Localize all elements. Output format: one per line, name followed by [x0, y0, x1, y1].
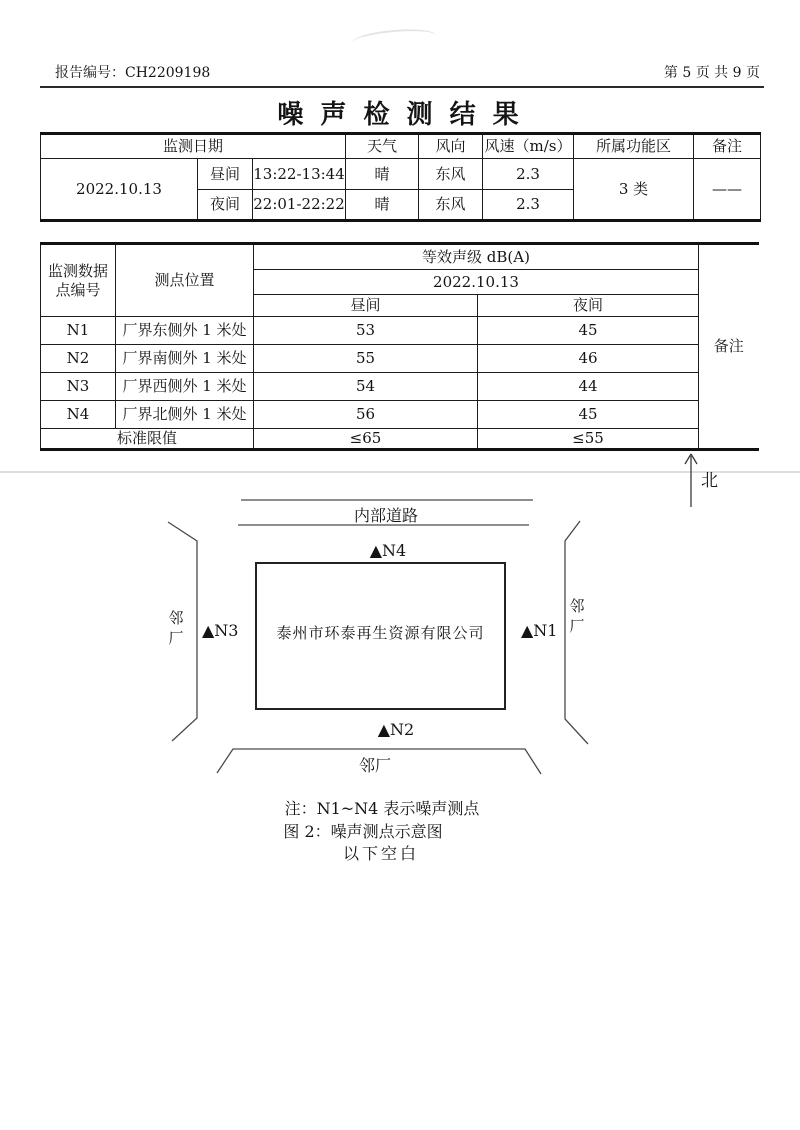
point-location: 厂界北侧外 1 米处	[116, 401, 254, 429]
table-row	[41, 345, 759, 373]
time-night: 22:01-22:22	[253, 190, 346, 221]
scan-smudge	[351, 26, 436, 51]
point-id: N1	[41, 317, 116, 345]
point-id: N3	[41, 373, 116, 401]
col-header-remark: 备注	[699, 244, 759, 450]
col-header-night: 夜间	[478, 295, 699, 317]
north-label: 北	[701, 471, 718, 491]
point-id: N2	[41, 345, 116, 373]
remark-value: ——	[694, 159, 761, 221]
point-location: 厂界东侧外 1 米处	[116, 317, 254, 345]
limit-night: ≤55	[478, 429, 699, 450]
table-header-row	[41, 134, 761, 159]
page-title: 噪 声 检 测 结 果	[277, 100, 523, 130]
weather-night: 晴	[346, 190, 419, 221]
wind-speed-day: 2.3	[483, 159, 574, 190]
table-header-row	[41, 244, 759, 270]
col-header-zone: 所属功能区	[574, 134, 694, 159]
period-night: 夜间	[198, 190, 253, 221]
time-day: 13:22-13:44	[253, 159, 346, 190]
point-n1-marker: ▲N1	[521, 621, 558, 640]
wind-speed-night: 2.3	[483, 190, 574, 221]
neighbor-right-label: 邻厂	[569, 597, 585, 635]
col-header-location: 测点位置	[116, 244, 254, 317]
col-header-level: 等效声级 dB(A)	[254, 244, 699, 270]
night-value: 45	[478, 317, 699, 345]
weather-day: 晴	[346, 159, 419, 190]
col-header-date: 监测日期	[41, 134, 346, 159]
col-header-day: 昼间	[254, 295, 478, 317]
neighbor-bottom-label: 邻厂	[358, 756, 391, 775]
diagram-note: 注：N1~N4 表示噪声测点	[284, 799, 480, 818]
day-value: 55	[254, 345, 478, 373]
table-row	[41, 159, 761, 190]
limit-row	[41, 429, 759, 450]
day-value: 53	[254, 317, 478, 345]
limit-day: ≤65	[254, 429, 478, 450]
road-label: 内部道路	[353, 506, 418, 525]
point-n4-marker: ▲N4	[369, 541, 407, 560]
monitor-date: 2022.10.13	[41, 159, 198, 221]
monitoring-conditions-table	[40, 132, 761, 222]
col-header-weather: 天气	[346, 134, 419, 159]
noise-levels-table	[40, 242, 759, 451]
company-label: 泰州市环泰再生资源有限公司	[276, 624, 485, 642]
function-zone: 3 类	[574, 159, 694, 221]
table-row	[41, 317, 759, 345]
point-n2-marker: ▲N2	[377, 720, 415, 739]
point-location: 厂界南侧外 1 米处	[116, 345, 254, 373]
day-value: 54	[254, 373, 478, 401]
table-row	[41, 373, 759, 401]
wind-dir-night: 东风	[419, 190, 483, 221]
level-date: 2022.10.13	[254, 270, 699, 295]
point-n3-marker: ▲N3	[202, 621, 239, 640]
neighbor-left-label: 邻厂	[168, 609, 184, 647]
header-divider	[40, 86, 764, 88]
figure-caption: 图 2：噪声测点示意图	[283, 822, 443, 841]
point-id: N4	[41, 401, 116, 429]
point-label-line1: 监测数据	[47, 261, 108, 280]
period-day: 昼间	[198, 159, 253, 190]
limit-label: 标准限值	[41, 429, 254, 450]
point-label-line2: 点编号	[55, 280, 101, 299]
col-header-point	[41, 244, 116, 317]
night-value: 46	[478, 345, 699, 373]
col-header-wind-speed: 风速（m/s）	[483, 134, 574, 159]
page-number: 第 5 页 共 9 页	[663, 65, 760, 81]
night-value: 44	[478, 373, 699, 401]
night-value: 45	[478, 401, 699, 429]
blank-below-note: 以下空白	[342, 844, 419, 863]
table-row	[41, 401, 759, 429]
north-arrow	[685, 454, 697, 507]
report-number: 报告编号：CH2209198	[55, 65, 211, 81]
point-location: 厂界西侧外 1 米处	[116, 373, 254, 401]
col-header-remark: 备注	[694, 134, 761, 159]
col-header-wind-dir: 风向	[419, 134, 483, 159]
wind-dir-day: 东风	[419, 159, 483, 190]
day-value: 56	[254, 401, 478, 429]
